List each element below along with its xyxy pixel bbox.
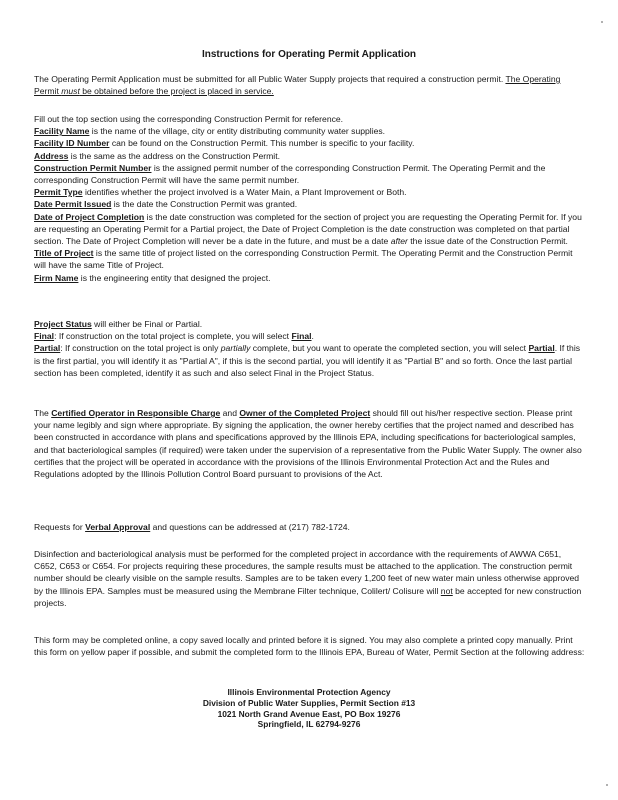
verbal-approval-label: Verbal Approval <box>85 522 151 532</box>
address-line-agency: Illinois Environmental Protection Agency <box>227 687 391 697</box>
address-line-city: Springfield, IL 62794-9276 <box>257 719 361 730</box>
title-of-project-text: is the same title of project listed on the corresponding Construction Permit. The Operating Permit and the Construction Permit will have the same Title of Project. <box>34 248 573 271</box>
partial-text-a: : If construction on the total project is only <box>60 343 221 354</box>
partial-word: Partial <box>528 343 555 354</box>
facility-name-text: is the name of the village, city or entity distributing community water supplies. <box>89 126 386 137</box>
page-title: Instructions for Operating Permit Application <box>201 49 417 60</box>
facility-id-label: Facility ID Number <box>34 138 110 149</box>
certify-and: and <box>220 408 240 418</box>
owner-label: Owner of the Completed Project <box>239 408 371 418</box>
disinfection-paragraph <box>34 548 586 609</box>
firm-name-text: is the engineering entity that designed the project. <box>78 272 271 283</box>
intro-ul-a: The Operating Permit <box>34 74 561 97</box>
intro-ul-must: must <box>61 86 80 97</box>
date-completion-label: Date of Project Completion <box>34 211 145 222</box>
certify-text-a: The <box>34 408 52 418</box>
facility-name-label: Facility Name <box>34 126 90 137</box>
disinfection-text-b: be accepted for new construction projects. <box>34 585 582 608</box>
partial-label: Partial <box>34 343 61 354</box>
partial-text-c: . If this is the first partial, you will identify it as "Partial A", if this is the second partial, you will identify it as "Partial B" and so forth. Once the last partial section has been completed, identify it as such and also select Final in the Project Status. <box>34 343 581 378</box>
facility-id-text: can be found on the Construction Permit. This number is specific to your facility. <box>109 138 415 149</box>
disinfection-not: not <box>440 585 453 596</box>
final-end: . <box>311 331 314 342</box>
intro-ul-b: be obtained before the project is placed in service. <box>79 86 274 97</box>
certify-text-b: should fill out his/her respective section. Please print your name legibly and sign where appropriate. By signing the application, the owner hereby certifies that the project named and described has been constructed in accordance with plans and specifications approved by the Illinois EPA, including specifications for bacteriological samples, and that bacteriological samples (if required) were taken under the supervision of a representative from the Public Water Supply. The owner also certifies that the project will be operated in accordance with the provisions of the Illinois Environmental Protection Act and the Rules and Regulations adopted by the Illinois Pollution Control Board pursuant to provisions of the Act. <box>34 408 582 480</box>
intro-paragraph <box>34 73 586 97</box>
final-text: : If construction on the total project is complete, you will select <box>54 331 292 342</box>
final-word: Final <box>291 331 312 342</box>
date-issued-label: Date Permit Issued <box>34 199 112 210</box>
verbal-text-b: and questions can be addressed at (217) 782-1724. <box>150 522 350 532</box>
verbal-text-a: Requests for <box>34 522 86 532</box>
permit-type-label: Permit Type <box>34 187 83 198</box>
project-status-paragraph <box>34 318 586 379</box>
verbal-approval-paragraph <box>34 521 586 533</box>
title-of-project-label: Title of Project <box>34 248 94 259</box>
partial-italic: partially <box>220 343 251 354</box>
project-status-label: Project Status <box>34 319 92 329</box>
address-line-street: 1021 North Grand Avenue East, PO Box 19276 <box>217 708 401 719</box>
intro-text: The Operating Permit Application must be submitted for all Public Water Supply projects that required a construction permit. <box>34 74 506 84</box>
date-completion-text-b: the issue date of the Construction Permit. <box>407 236 568 247</box>
online-paragraph: This form may be completed online, a copy saved locally and printed before it is signed. You may also complete a printed copy manually. Print this form on yellow paper if possible, and submit the completed form to the Illinois EPA, Bureau of Water, Permit Section at the following address: <box>34 635 585 658</box>
scan-speck <box>606 784 608 786</box>
mailing-address-block <box>0 687 618 730</box>
construction-permit-label: Construction Permit Number <box>34 162 152 173</box>
scan-speck <box>601 21 603 23</box>
certified-operator-label: Certified Operator in Responsible Charge <box>51 408 221 418</box>
disinfection-text-a: Disinfection and bacteriological analysis must be performed for the completed project in accordance with the requirements of AWWA C651, C652, C653 or C654. For projects requiring these procedures, the sample results must be attached to the application. The construction permit number should be clearly visible on the sample results. Samples are to be taken every 1,200 feet of new water main unless otherwise approved by the Illinois EPA. Samples must be measured using the Membrane Filter technique, Colilert/ Colisure will <box>34 549 580 596</box>
permit-type-text: identifies whether the project involved is a Water Main, a Plant Improvement or Both. <box>82 187 407 198</box>
address-line-division: Division of Public Water Supplies, Permit Section #13 <box>202 697 416 708</box>
certify-paragraph <box>34 407 586 480</box>
date-issued-text: is the date the Construction Permit was granted. <box>111 199 298 210</box>
final-label: Final <box>34 331 55 342</box>
address-label: Address <box>34 150 69 161</box>
firm-name-label: Firm Name <box>34 272 79 283</box>
date-completion-text-a: is the date construction was completed for the section of project you are requesting the Operating Permit for. If you are requesting an Operating Permit for a Partial project, the Date of Project Completion is the date construction was completed on that partial section. The Date of Project Completion will never be a date in the future, and must be a date <box>34 211 582 247</box>
project-status-text: will either be Final or Partial. <box>91 319 203 329</box>
address-text: is the same as the address on the Construction Permit. <box>68 150 280 161</box>
top-section-paragraph <box>34 113 586 284</box>
top-section-lead: Fill out the top section using the corresponding Construction Permit for reference. <box>34 114 344 124</box>
partial-text-b: complete, but you want to operate the completed section, you will select <box>250 343 529 354</box>
date-completion-after: after <box>390 236 408 247</box>
construction-permit-text: is the assigned permit number of the corresponding Construction Permit. The Operating Permit and the corresponding Construction Permit will have the same permit number. <box>34 162 546 186</box>
